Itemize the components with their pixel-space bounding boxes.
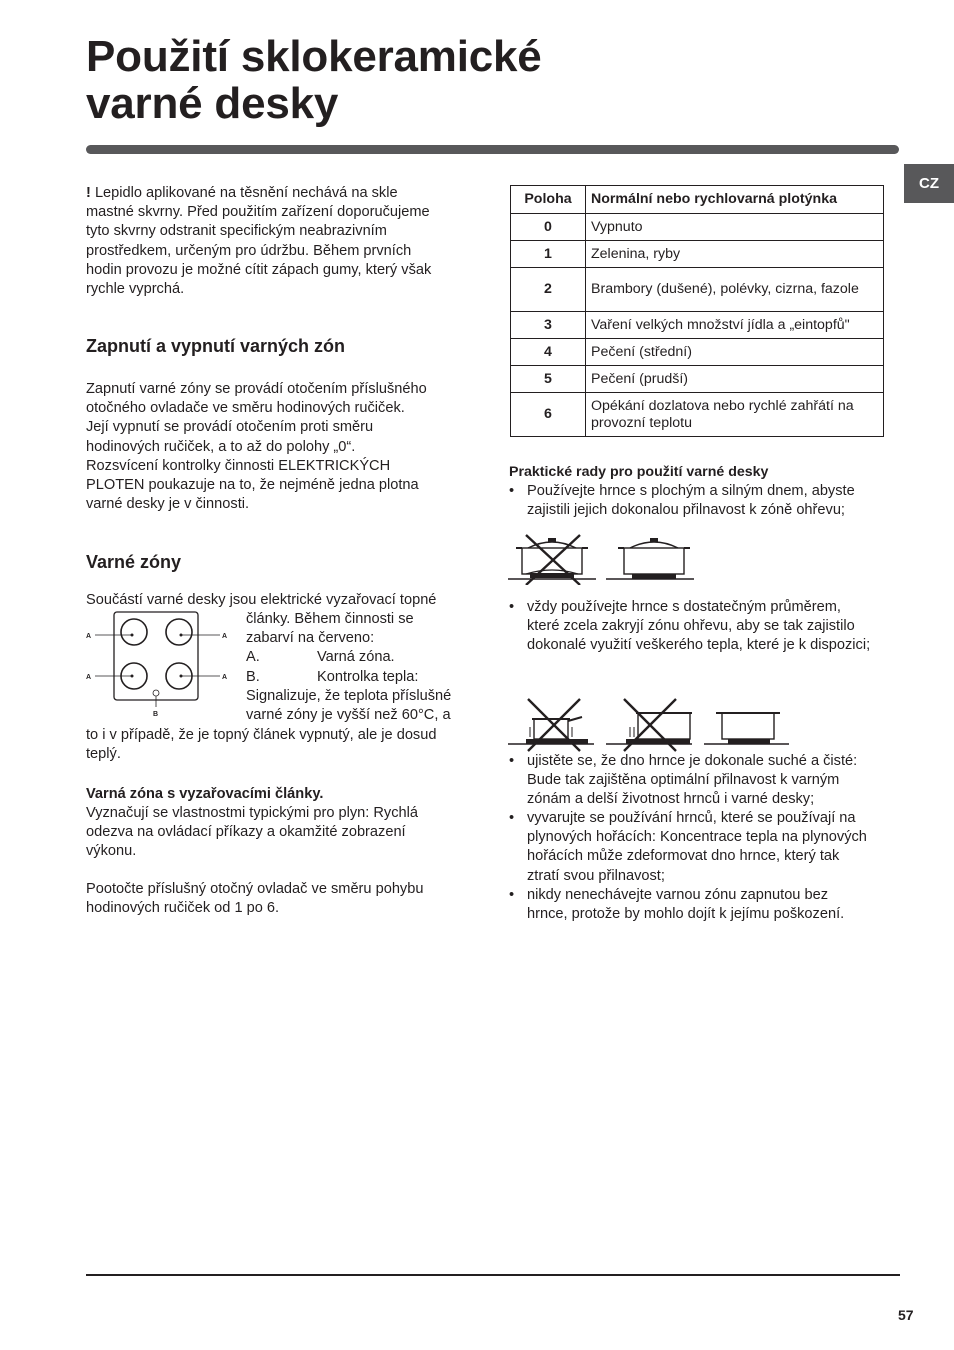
col-header-description: Normální nebo rychlovarná plotýnka xyxy=(586,186,884,214)
cell-position: 4 xyxy=(511,339,586,366)
tip-line: které zcela zakryjí zónu ohřevu, aby se tak zajistilo xyxy=(527,618,855,635)
legend-key-b: B. xyxy=(246,668,260,685)
tip-item xyxy=(509,886,907,924)
tip-item xyxy=(509,752,907,810)
body-line: hodinových ručiček od 1 po 6. xyxy=(86,900,280,917)
heat-indicator-light xyxy=(153,690,159,696)
body-line: otočného ovladače ve směru hodinových ručiček. xyxy=(86,400,405,417)
cell-position: 2 xyxy=(511,268,586,312)
intro-line: prostředkem, určeným pro údržbu. Během prvních xyxy=(86,242,412,259)
tip-line: hořácích může zdeformovat dno hrnce, který tak xyxy=(527,848,840,865)
cell-description: Opékání dozlatova nebo rychlé zahřátí na provozní teplotu xyxy=(586,393,884,437)
label-a: A xyxy=(86,674,92,681)
warning-mark: ! xyxy=(86,185,91,201)
zones-end-text xyxy=(86,726,476,764)
cell-description: Brambory (dušené), polévky, cizrna, fazole xyxy=(586,268,884,312)
col-header-position: Poloha xyxy=(511,186,586,214)
zone-top-left xyxy=(121,619,147,645)
section-heading-on-off: Zapnutí a vypnutí varných zón xyxy=(86,336,346,356)
label-a: A xyxy=(86,633,92,640)
table-row xyxy=(511,339,884,366)
legend-key-a: A. xyxy=(246,649,260,666)
body-line: hodinových ručiček, a to až do polohy „0“. xyxy=(86,438,356,455)
pot-correct-bottom-icon xyxy=(606,538,694,579)
tip-line: ujistěte se, že dno hrnce je dokonale suché a čisté: xyxy=(527,753,858,769)
body-line: varné desky je v činnosti. xyxy=(86,496,250,513)
body-line: odezva na ovládací příkazy a okamžité zobrazení xyxy=(86,824,406,841)
cooktop-diagram xyxy=(84,609,234,721)
table-row xyxy=(511,366,884,393)
body-line: teplý. xyxy=(86,746,121,763)
intro-line: Lepidlo aplikované na těsnění nechává na skle xyxy=(94,185,398,201)
table-header-row xyxy=(511,186,884,214)
body-line: to i v případě, že je topný článek vypnutý, ale je dosud xyxy=(86,727,437,743)
zone-top-right xyxy=(166,619,192,645)
tip-line: ztratí svou přilnavost; xyxy=(527,867,665,884)
language-tab: CZ xyxy=(904,164,954,203)
cell-description: Vypnuto xyxy=(586,214,884,241)
body-line: Zapnutí varné zóny se provádí otočením příslušného xyxy=(86,381,427,397)
title-line-2: varné desky xyxy=(86,79,339,128)
body-line: Rozsvícení kontrolky činnosti ELEKTRICKÝCH xyxy=(86,457,391,474)
intro-line: tyto skvrny odstranit specifickým neabrazivním xyxy=(86,223,387,240)
pot-too-small-large-zone-icon xyxy=(606,699,692,751)
body-line: Vyznačují se vlastnostmi typickými pro plyn: Rychlá xyxy=(86,805,418,821)
pot-correct-size-icon xyxy=(704,713,789,744)
cell-position: 1 xyxy=(511,241,586,268)
table-row xyxy=(511,241,884,268)
body-line: PLOTEN poukazuje na to, že nejméně jedna plotna xyxy=(86,477,419,494)
intro-paragraph xyxy=(86,184,466,299)
title-rule xyxy=(86,145,899,154)
legend-label-b: Kontrolka tepla: xyxy=(317,668,419,685)
pot-too-small-icon xyxy=(508,699,594,751)
cell-position: 3 xyxy=(511,312,586,339)
label-a: A xyxy=(222,674,228,681)
intro-line: hodin provozu je možné cítit zápach gumy, který však xyxy=(86,261,432,278)
cell-description: Vaření velkých množství jídla a „eintopfů" xyxy=(586,312,884,339)
tip-line: Používejte hrnce s plochým a silným dnem, abyste xyxy=(527,483,855,499)
body-line: varné zóny je vyšší než 60°C, a xyxy=(246,707,451,724)
pot-size-illustration xyxy=(508,697,793,753)
label-b: B xyxy=(153,711,159,718)
position-table xyxy=(510,185,884,437)
tip-line: zónám a delší životnost hrnců i varné desky; xyxy=(527,791,815,808)
tip-line: Bude tak zajištěna optimální přilnavost k varným xyxy=(527,772,840,789)
radiant-heading: Varná zóna s vyzařovacími články. xyxy=(86,786,324,802)
cell-position: 6 xyxy=(511,393,586,437)
table-row xyxy=(511,268,884,312)
intro-line: mastné skvrny. Před použitím zařízení doporučujeme xyxy=(86,204,430,221)
cell-position: 5 xyxy=(511,366,586,393)
label-a: A xyxy=(222,633,228,640)
pot-wrong-bottom-icon xyxy=(508,535,596,585)
tip-item xyxy=(509,809,907,886)
title-line-1: Použití sklokeramické xyxy=(86,32,542,81)
page-number: 57 xyxy=(898,1307,914,1323)
tip-line: vyvarujte se používání hrnců, které se používají na xyxy=(527,810,856,826)
cell-description: Zelenina, ryby xyxy=(586,241,884,268)
page-title xyxy=(86,33,542,127)
cell-description: Pečení (střední) xyxy=(586,339,884,366)
zones-side-text xyxy=(246,610,466,725)
tip-line: hrnce, protože by mohlo dojít k jejímu poškození. xyxy=(527,906,845,923)
body-line: články. Během činnosti se xyxy=(246,611,414,627)
legend-label-a: Varná zóna. xyxy=(317,649,395,666)
body-line: Pootočte příslušný otočný ovladač ve směru pohybu xyxy=(86,881,424,897)
tip-line: plynových hořácích: Koncentrace tepla na plynových xyxy=(527,829,867,846)
tip-line: zajistili jejich dokonalou přilnavost k zóně ohřevu; xyxy=(527,502,845,519)
body-line: Signalizuje, že teplota příslušné xyxy=(246,687,452,704)
zones-first-line: Součástí varné desky jsou elektrické vyzařovací topné xyxy=(86,592,437,608)
footer-rule xyxy=(86,1274,900,1276)
tip-line: dokonalé využití veškerého tepla, které je k dispozici; xyxy=(527,637,871,654)
table-row xyxy=(511,393,884,437)
tip-item xyxy=(509,482,899,520)
body-line: výkonu. xyxy=(86,843,137,860)
cell-position: 0 xyxy=(511,214,586,241)
cell-description: Pečení (prudší) xyxy=(586,366,884,393)
section-heading-zones: Varné zóny xyxy=(86,552,182,572)
radiant-paragraph xyxy=(86,804,476,862)
tip-line: nikdy nenechávejte varnou zónu zapnutou bez xyxy=(527,887,829,903)
on-off-paragraph xyxy=(86,380,466,514)
body-line: Její vypnutí se provádí otočením proti směru xyxy=(86,419,374,436)
body-line: zabarví na červeno: xyxy=(246,630,375,647)
pot-bottom-illustration xyxy=(508,533,698,585)
tip-item xyxy=(509,598,907,656)
table-row xyxy=(511,312,884,339)
tips-heading: Praktické rady pro použití varné desky xyxy=(509,464,769,480)
intro-line: rychle vyprchá. xyxy=(86,281,185,298)
tip-line: vždy používejte hrnce s dostatečným průměrem, xyxy=(527,599,841,615)
turn-paragraph xyxy=(86,880,476,918)
table-row xyxy=(511,214,884,241)
